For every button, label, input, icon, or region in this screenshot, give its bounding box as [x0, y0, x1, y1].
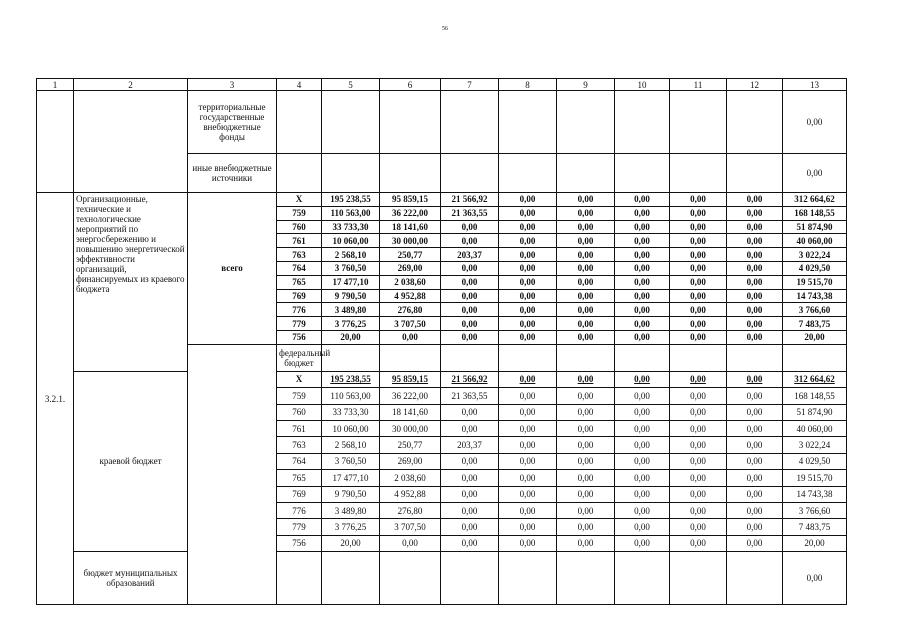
empty-cell	[727, 344, 783, 371]
empty-cell	[615, 552, 670, 605]
amount-cell: 0,00	[557, 453, 615, 469]
amount-cell: 0,00	[557, 470, 615, 486]
amount-cell: 21 363,55	[441, 206, 499, 220]
amount-cell: 250,77	[380, 248, 441, 262]
amount-cell: 0,00	[441, 220, 499, 234]
amount-cell: 0,00	[670, 371, 727, 387]
amount-cell: 0,00	[499, 234, 557, 248]
funding-source-label: федеральный бюджет	[277, 344, 322, 371]
amount-cell: 0,00	[441, 535, 499, 551]
empty-cell	[670, 552, 727, 605]
amount-cell: 3 707,50	[380, 317, 441, 331]
budget-code: 769	[277, 486, 322, 502]
empty-cell	[670, 154, 727, 193]
empty-cell	[499, 91, 557, 154]
amount-cell: 0,00	[727, 330, 783, 344]
amount-cell: 0,00	[670, 486, 727, 502]
budget-code: 776	[277, 502, 322, 518]
amount-cell: 0,00	[615, 206, 670, 220]
budget-code: 765	[277, 275, 322, 289]
budget-code: 764	[277, 261, 322, 275]
amount-cell: 0,00	[499, 486, 557, 502]
amount-cell: 0,00	[670, 206, 727, 220]
total-cell: 168 148,55	[783, 206, 847, 220]
amount-cell: 195 238,55	[322, 371, 380, 387]
column-header: 9	[557, 79, 615, 91]
total-cell: 19 515,70	[783, 275, 847, 289]
amount-cell: 20,00	[322, 330, 380, 344]
amount-cell: 17 477,10	[322, 470, 380, 486]
amount-cell: 0,00	[441, 303, 499, 317]
amount-cell: 0,00	[727, 234, 783, 248]
amount-cell: 0,00	[499, 193, 557, 207]
empty-cell	[499, 154, 557, 193]
amount-cell: 0,00	[499, 437, 557, 453]
amount-cell: 0,00	[670, 502, 727, 518]
amount-cell: 0,00	[557, 193, 615, 207]
amount-cell: 10 060,00	[322, 420, 380, 436]
amount-cell: 0,00	[670, 330, 727, 344]
item-description-cell	[188, 344, 277, 604]
amount-cell: 3 760,50	[322, 261, 380, 275]
amount-cell: 9 790,50	[322, 289, 380, 303]
total-cell: 20,00	[783, 330, 847, 344]
amount-cell: 0,00	[499, 404, 557, 420]
amount-cell: 0,00	[499, 453, 557, 469]
amount-cell: 0,00	[499, 206, 557, 220]
amount-cell: 0,00	[557, 388, 615, 404]
total-cell: 14 743,38	[783, 486, 847, 502]
empty-cell	[615, 91, 670, 154]
amount-cell: 2 038,60	[380, 470, 441, 486]
amount-cell: 0,00	[727, 275, 783, 289]
budget-code: 756	[277, 535, 322, 551]
amount-cell: 0,00	[615, 289, 670, 303]
amount-cell: 0,00	[615, 193, 670, 207]
funding-source-label: территориальные государственные внебюджетные фонды	[188, 91, 277, 154]
amount-cell: 0,00	[727, 261, 783, 275]
column-header: 11	[670, 79, 727, 91]
budget-code: 760	[277, 404, 322, 420]
funding-source-label: краевой бюджет	[74, 371, 188, 551]
amount-cell: 0,00	[727, 220, 783, 234]
amount-cell: 0,00	[499, 248, 557, 262]
empty-cell	[670, 344, 727, 371]
amount-cell: 0,00	[615, 535, 670, 551]
amount-cell: 95 859,15	[380, 371, 441, 387]
budget-code: Х	[277, 371, 322, 387]
amount-cell: 3 776,25	[322, 317, 380, 331]
amount-cell: 0,00	[499, 371, 557, 387]
total-cell: 7 483,75	[783, 519, 847, 535]
amount-cell: 21 566,92	[441, 371, 499, 387]
amount-cell: 18 141,60	[380, 220, 441, 234]
amount-cell: 0,00	[441, 470, 499, 486]
item-number-cell	[37, 91, 74, 193]
amount-cell: 0,00	[615, 404, 670, 420]
amount-cell: 0,00	[615, 371, 670, 387]
total-cell: 3 766,60	[783, 502, 847, 518]
source-row	[37, 552, 847, 605]
empty-cell	[322, 91, 380, 154]
amount-cell: 3 707,50	[380, 519, 441, 535]
empty-cell	[783, 344, 847, 371]
column-header: 5	[322, 79, 380, 91]
empty-cell	[557, 154, 615, 193]
amount-cell: 0,00	[615, 330, 670, 344]
amount-cell: 0,00	[615, 261, 670, 275]
amount-cell: 3 489,80	[322, 502, 380, 518]
amount-cell: 33 733,30	[322, 404, 380, 420]
amount-cell: 0,00	[670, 453, 727, 469]
empty-cell	[727, 154, 783, 193]
funding-source-label: бюджет муниципальных образований	[74, 552, 188, 605]
empty-cell	[727, 91, 783, 154]
empty-cell	[441, 91, 499, 154]
amount-cell: 0,00	[615, 453, 670, 469]
amount-cell: 0,00	[615, 303, 670, 317]
amount-cell: 0,00	[499, 317, 557, 331]
amount-cell: 0,00	[557, 404, 615, 420]
amount-cell: 0,00	[670, 420, 727, 436]
amount-cell: 33 733,30	[322, 220, 380, 234]
amount-cell: 269,00	[380, 261, 441, 275]
column-header: 1	[37, 79, 74, 91]
amount-cell: 3 489,80	[322, 303, 380, 317]
amount-cell: 276,80	[380, 303, 441, 317]
amount-cell: 9 790,50	[322, 486, 380, 502]
amount-cell: 0,00	[615, 420, 670, 436]
amount-cell: 36 222,00	[380, 206, 441, 220]
total-cell: 0,00	[783, 91, 847, 154]
funding-source-label: иные внебюджетные источники	[188, 154, 277, 193]
amount-cell: 0,00	[380, 535, 441, 551]
budget-table	[36, 78, 847, 605]
amount-cell: 110 563,00	[322, 206, 380, 220]
amount-cell: 4 952,88	[380, 289, 441, 303]
amount-cell: 0,00	[557, 303, 615, 317]
total-cell: 3 022,24	[783, 437, 847, 453]
amount-cell: 0,00	[670, 388, 727, 404]
source-row	[37, 91, 847, 154]
empty-cell	[380, 552, 441, 605]
empty-cell	[557, 344, 615, 371]
amount-cell: 36 222,00	[380, 388, 441, 404]
empty-cell	[277, 552, 322, 605]
amount-cell: 0,00	[727, 317, 783, 331]
budget-code: Х	[277, 193, 322, 207]
amount-cell: 0,00	[727, 519, 783, 535]
amount-cell: 0,00	[670, 437, 727, 453]
empty-cell	[441, 344, 499, 371]
amount-cell: 0,00	[557, 420, 615, 436]
column-header: 4	[277, 79, 322, 91]
amount-cell: 0,00	[499, 519, 557, 535]
total-cell: 0,00	[783, 552, 847, 605]
empty-cell	[322, 344, 380, 371]
empty-cell	[441, 154, 499, 193]
total-cell: 40 060,00	[783, 420, 847, 436]
amount-cell: 0,00	[727, 420, 783, 436]
amount-cell: 0,00	[727, 248, 783, 262]
amount-cell: 0,00	[670, 303, 727, 317]
amount-cell: 0,00	[499, 220, 557, 234]
total-cell: 40 060,00	[783, 234, 847, 248]
amount-cell: 3 776,25	[322, 519, 380, 535]
empty-cell	[277, 154, 322, 193]
amount-cell: 0,00	[670, 404, 727, 420]
amount-cell: 21 363,55	[441, 388, 499, 404]
amount-cell: 0,00	[727, 502, 783, 518]
amount-cell: 0,00	[441, 486, 499, 502]
amount-cell: 276,80	[380, 502, 441, 518]
empty-cell	[557, 552, 615, 605]
amount-cell: 0,00	[499, 535, 557, 551]
budget-code: 761	[277, 420, 322, 436]
empty-cell	[380, 154, 441, 193]
amount-cell: 0,00	[615, 486, 670, 502]
amount-cell: 0,00	[727, 303, 783, 317]
amount-cell: 0,00	[670, 289, 727, 303]
table-row	[37, 371, 847, 387]
amount-cell: 0,00	[727, 535, 783, 551]
column-header: 12	[727, 79, 783, 91]
amount-cell: 0,00	[557, 371, 615, 387]
amount-cell: 0,00	[727, 437, 783, 453]
total-cell: 0,00	[783, 154, 847, 193]
amount-cell: 0,00	[441, 261, 499, 275]
total-cell: 7 483,75	[783, 317, 847, 331]
amount-cell: 0,00	[441, 420, 499, 436]
amount-cell: 0,00	[557, 220, 615, 234]
amount-cell: 0,00	[727, 193, 783, 207]
total-cell: 4 029,50	[783, 261, 847, 275]
amount-cell: 0,00	[557, 502, 615, 518]
amount-cell: 203,37	[441, 437, 499, 453]
amount-cell: 0,00	[727, 453, 783, 469]
amount-cell: 269,00	[380, 453, 441, 469]
amount-cell: 0,00	[441, 453, 499, 469]
total-cell: 312 664,62	[783, 371, 847, 387]
amount-cell: 0,00	[727, 486, 783, 502]
amount-cell: 0,00	[615, 248, 670, 262]
amount-cell: 95 859,15	[380, 193, 441, 207]
amount-cell: 0,00	[615, 437, 670, 453]
table-row	[37, 193, 847, 207]
empty-cell	[380, 344, 441, 371]
column-header: 6	[380, 79, 441, 91]
budget-code: 759	[277, 206, 322, 220]
amount-cell: 2 038,60	[380, 275, 441, 289]
total-cell: 14 743,38	[783, 289, 847, 303]
amount-cell: 17 477,10	[322, 275, 380, 289]
amount-cell: 0,00	[557, 437, 615, 453]
amount-cell: 0,00	[557, 519, 615, 535]
amount-cell: 0,00	[557, 206, 615, 220]
amount-cell: 0,00	[727, 470, 783, 486]
amount-cell: 0,00	[441, 275, 499, 289]
amount-cell: 0,00	[615, 519, 670, 535]
empty-cell	[499, 344, 557, 371]
column-header: 13	[783, 79, 847, 91]
column-header: 3	[188, 79, 277, 91]
column-header: 10	[615, 79, 670, 91]
empty-cell	[615, 344, 670, 371]
total-cell: 19 515,70	[783, 470, 847, 486]
amount-cell: 0,00	[499, 289, 557, 303]
amount-cell: 0,00	[499, 303, 557, 317]
amount-cell: 0,00	[441, 317, 499, 331]
page-number: 56	[442, 26, 448, 32]
amount-cell: 0,00	[670, 234, 727, 248]
amount-cell: 0,00	[441, 289, 499, 303]
empty-cell	[499, 552, 557, 605]
amount-cell: 10 060,00	[322, 234, 380, 248]
amount-cell: 0,00	[615, 317, 670, 331]
amount-cell: 0,00	[670, 470, 727, 486]
amount-cell: 2 568,10	[322, 248, 380, 262]
empty-cell	[277, 91, 322, 154]
amount-cell: 21 566,92	[441, 193, 499, 207]
amount-cell: 0,00	[499, 261, 557, 275]
budget-code: 776	[277, 303, 322, 317]
amount-cell: 0,00	[727, 289, 783, 303]
budget-code: 763	[277, 437, 322, 453]
empty-cell	[727, 552, 783, 605]
total-cell: 51 874,90	[783, 404, 847, 420]
empty-cell	[441, 552, 499, 605]
budget-code: 765	[277, 470, 322, 486]
item-description: Организационные, технические и технологические мероприятий по энергосбережению и повышению энергетической эффективности организаций, финансируемых из краевого бюджета	[74, 193, 188, 372]
empty-cell	[380, 91, 441, 154]
amount-cell: 0,00	[670, 261, 727, 275]
amount-cell: 195 238,55	[322, 193, 380, 207]
amount-cell: 0,00	[557, 234, 615, 248]
amount-cell: 0,00	[670, 248, 727, 262]
amount-cell: 0,00	[727, 371, 783, 387]
column-header: 2	[74, 79, 188, 91]
amount-cell: 0,00	[615, 470, 670, 486]
amount-cell: 30 000,00	[380, 234, 441, 248]
total-cell: 168 148,55	[783, 388, 847, 404]
amount-cell: 0,00	[727, 404, 783, 420]
amount-cell: 0,00	[380, 330, 441, 344]
amount-cell: 0,00	[557, 330, 615, 344]
amount-cell: 0,00	[441, 519, 499, 535]
amount-cell: 0,00	[670, 193, 727, 207]
budget-code: 779	[277, 317, 322, 331]
total-cell: 51 874,90	[783, 220, 847, 234]
total-cell: 20,00	[783, 535, 847, 551]
total-cell: 312 664,62	[783, 193, 847, 207]
amount-cell: 3 760,50	[322, 453, 380, 469]
amount-cell: 0,00	[499, 470, 557, 486]
amount-cell: 0,00	[557, 275, 615, 289]
amount-cell: 0,00	[727, 388, 783, 404]
budget-code: 761	[277, 234, 322, 248]
total-cell: 3 022,24	[783, 248, 847, 262]
amount-cell: 0,00	[557, 317, 615, 331]
amount-cell: 2 568,10	[322, 437, 380, 453]
empty-cell	[615, 154, 670, 193]
item-description-cell	[74, 91, 188, 193]
column-header: 8	[499, 79, 557, 91]
amount-cell: 20,00	[322, 535, 380, 551]
amount-cell: 0,00	[441, 404, 499, 420]
amount-cell: 0,00	[557, 289, 615, 303]
budget-code: 779	[277, 519, 322, 535]
amount-cell: 0,00	[441, 234, 499, 248]
amount-cell: 0,00	[670, 535, 727, 551]
amount-cell: 0,00	[615, 502, 670, 518]
amount-cell: 4 952,88	[380, 486, 441, 502]
budget-code: 763	[277, 248, 322, 262]
amount-cell: 0,00	[557, 486, 615, 502]
amount-cell: 0,00	[670, 317, 727, 331]
budget-code: 756	[277, 330, 322, 344]
amount-cell: 0,00	[557, 535, 615, 551]
empty-cell	[322, 154, 380, 193]
amount-cell: 0,00	[557, 261, 615, 275]
amount-cell: 0,00	[615, 220, 670, 234]
budget-code: 769	[277, 289, 322, 303]
amount-cell: 0,00	[499, 275, 557, 289]
total-cell: 3 766,60	[783, 303, 847, 317]
amount-cell: 110 563,00	[322, 388, 380, 404]
empty-cell	[670, 91, 727, 154]
amount-cell: 0,00	[499, 388, 557, 404]
amount-cell: 0,00	[727, 206, 783, 220]
empty-cell	[557, 91, 615, 154]
budget-code: 764	[277, 453, 322, 469]
amount-cell: 0,00	[441, 330, 499, 344]
amount-cell: 0,00	[499, 420, 557, 436]
amount-cell: 30 000,00	[380, 420, 441, 436]
amount-cell: 0,00	[499, 502, 557, 518]
amount-cell: 0,00	[615, 234, 670, 248]
empty-cell	[322, 552, 380, 605]
amount-cell: 18 141,60	[380, 404, 441, 420]
amount-cell: 0,00	[615, 275, 670, 289]
header-row	[37, 79, 847, 91]
amount-cell: 203,37	[441, 248, 499, 262]
amount-cell: 0,00	[499, 330, 557, 344]
funding-source-label: всего	[188, 193, 277, 345]
budget-code: 760	[277, 220, 322, 234]
amount-cell: 250,77	[380, 437, 441, 453]
amount-cell: 0,00	[670, 275, 727, 289]
amount-cell: 0,00	[441, 502, 499, 518]
column-header: 7	[441, 79, 499, 91]
total-cell: 4 029,50	[783, 453, 847, 469]
budget-code: 759	[277, 388, 322, 404]
item-number: 3.2.1.	[37, 193, 74, 605]
amount-cell: 0,00	[557, 248, 615, 262]
amount-cell: 0,00	[670, 519, 727, 535]
amount-cell: 0,00	[670, 220, 727, 234]
amount-cell: 0,00	[615, 388, 670, 404]
